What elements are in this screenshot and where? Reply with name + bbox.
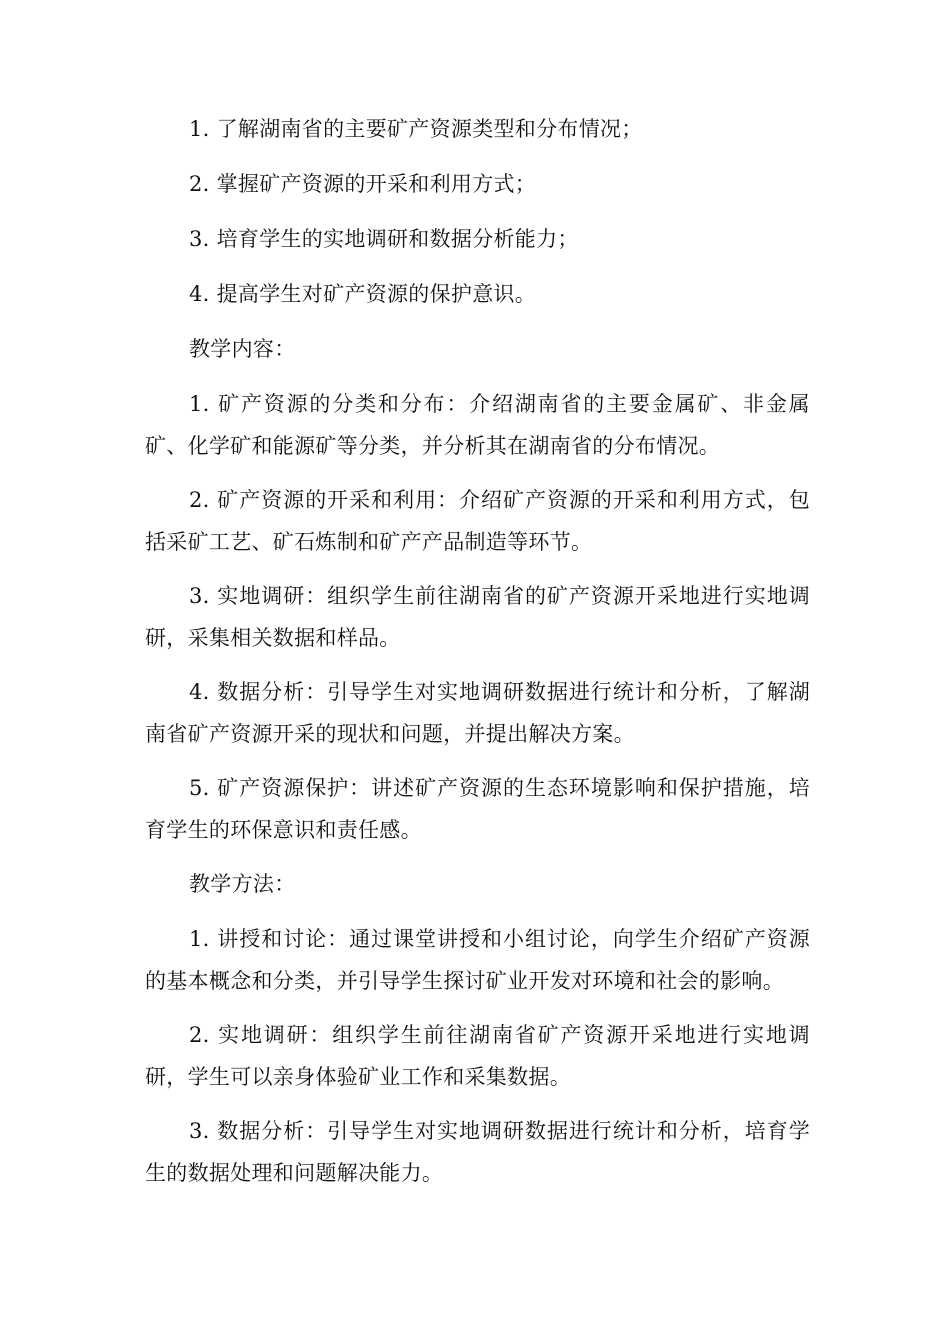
content-item-2: 2. 矿产资源的开采和利用：介绍矿产资源的开采和利用方式，包括采矿工艺、矿石炼制和矿产产品制造等环节。 <box>145 488 810 554</box>
objective-item-1: 1. 了解湖南省的主要矿产资源类型和分布情况； <box>189 117 643 141</box>
content-item-1: 1. 矿产资源的分类和分布：介绍湖南省的主要金属矿、非金属矿、化学矿和能源矿等分类，并分析其在湖南省的分布情况。 <box>145 392 810 458</box>
objective-item-2: 2. 掌握矿产资源的开采和利用方式； <box>189 172 537 196</box>
document-body <box>145 108 810 1206</box>
section-heading-content: 教学内容： <box>189 337 296 361</box>
content-item-3: 3. 实地调研：组织学生前往湖南省的矿产资源开采地进行实地调研，采集相关数据和样品。 <box>145 584 810 650</box>
content-item-4: 4. 数据分析：引导学生对实地调研数据进行统计和分析，了解湖南省矿产资源开采的现状和问题，并提出解决方案。 <box>145 680 810 746</box>
method-item-2: 2. 实地调研：组织学生前往湖南省矿产资源开采地进行实地调研，学生可以亲身体验矿业工作和采集数据。 <box>145 1023 810 1089</box>
objective-item-3: 3. 培育学生的实地调研和数据分析能力； <box>189 227 579 251</box>
content-item-5: 5. 矿产资源保护：讲述矿产资源的生态环境影响和保护措施，培育学生的环保意识和责任感。 <box>145 776 810 842</box>
method-item-3: 3. 数据分析：引导学生对实地调研数据进行统计和分析，培育学生的数据处理和问题解决能力。 <box>145 1119 810 1185</box>
section-heading-method: 教学方法： <box>189 872 296 896</box>
method-item-1: 1. 讲授和讨论：通过课堂讲授和小组讨论，向学生介绍矿产资源的基本概念和分类，并引导学生探讨矿业开发对环境和社会的影响。 <box>145 927 810 993</box>
objective-item-4: 4. 提高学生对矿产资源的保护意识。 <box>189 282 537 306</box>
